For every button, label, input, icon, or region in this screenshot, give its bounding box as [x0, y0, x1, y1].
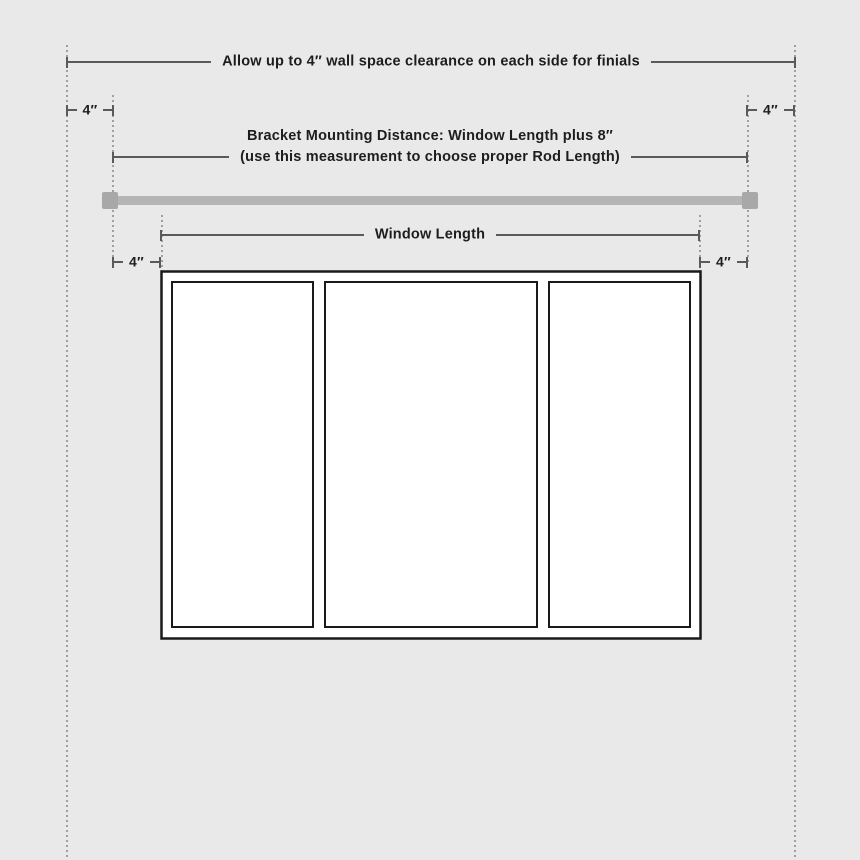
bracket-distance-title: Bracket Mounting Distance: Window Length plus 8″ — [246, 128, 614, 144]
dimension-label: 4″ — [129, 253, 144, 270]
dimension-line — [631, 156, 746, 158]
dimension-line — [114, 261, 123, 263]
dimension-rod-overhang-right — [699, 252, 748, 272]
tick-mark — [794, 57, 796, 68]
dimension-line — [103, 109, 112, 111]
dimension-label — [229, 128, 631, 166]
dimension-wall-gap-right — [746, 100, 795, 120]
dimension-line — [68, 109, 77, 111]
dimension-line — [737, 261, 746, 263]
tick-mark — [159, 257, 161, 268]
rod-end-cap-right — [742, 192, 758, 209]
tick-mark — [698, 230, 700, 241]
rod-end-cap-left — [102, 192, 118, 209]
extension-line-outer-right — [794, 45, 796, 860]
window-illustration — [160, 270, 702, 640]
dimension-finial-clearance — [66, 52, 796, 72]
dimension-line — [150, 261, 159, 263]
window-pane-border-center — [325, 282, 537, 627]
window-pane-border-left — [172, 282, 313, 627]
dimension-label: 4″ — [716, 253, 731, 270]
dimension-label: 4″ — [763, 101, 778, 118]
dimension-line — [651, 61, 794, 63]
dimension-line — [748, 109, 757, 111]
tick-mark — [746, 152, 748, 163]
dimension-label: 4″ — [82, 101, 98, 118]
tick-mark — [793, 105, 795, 116]
extension-line-bracket-right — [747, 95, 749, 263]
tick-mark — [746, 257, 748, 268]
dimension-line — [496, 234, 698, 236]
dimension-line — [68, 61, 211, 63]
bracket-distance-note: (use this measurement to choose proper Rod Length) — [240, 149, 620, 165]
dimension-line — [784, 109, 793, 111]
window-pane-border-right — [549, 282, 690, 627]
dimension-label: Allow up to 4″ wall space clearance on each side for finials — [222, 53, 640, 70]
dimension-wall-gap-left — [66, 100, 114, 120]
tick-mark — [112, 105, 114, 116]
dimension-window-length — [160, 225, 700, 245]
dimension-label: Window Length — [374, 226, 486, 243]
dimension-bracket-distance — [112, 128, 748, 167]
extension-line-outer-left — [66, 45, 68, 860]
dimension-line — [114, 156, 229, 158]
extension-line-bracket-left — [112, 95, 114, 263]
dimension-line — [701, 261, 710, 263]
curtain-rod — [104, 196, 756, 205]
dimension-line — [162, 234, 364, 236]
dimension-rod-overhang-left — [112, 252, 161, 272]
